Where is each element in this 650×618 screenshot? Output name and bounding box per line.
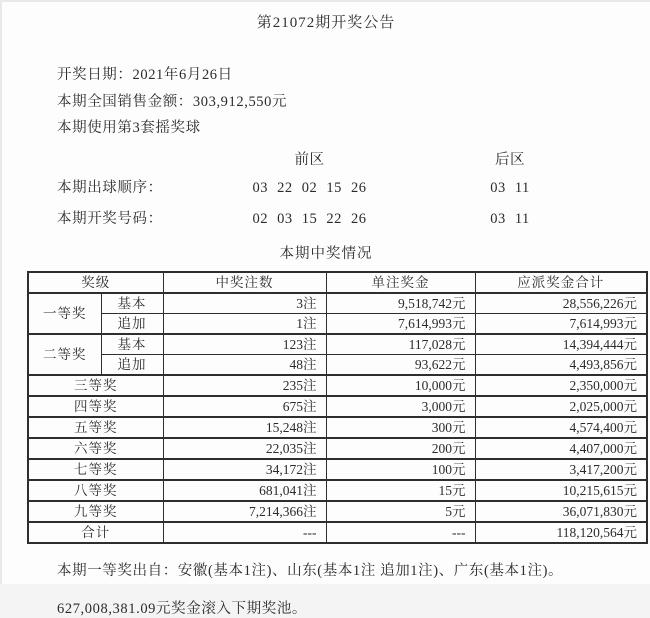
prize-cell-prize: 100元 (326, 459, 475, 480)
prize-cell-total: 7,614,993元 (475, 313, 647, 334)
draw-date-value: 2021年6月26日 (132, 67, 233, 83)
prize-cell-level: 合计 (28, 522, 163, 543)
prize-cell-total: 2,025,000元 (475, 396, 647, 417)
front-zone-header: 前区 (294, 151, 325, 168)
prize-cell-count: 235注 (163, 375, 326, 396)
prize-cell-prize: 10,000元 (326, 375, 475, 396)
col-header-count: 中奖注数 (163, 272, 326, 293)
prize-table-header-row (28, 272, 647, 293)
prize-cell-total: 3,417,200元 (475, 459, 647, 480)
ball-set-label: 本期使用第3套摇奖球 (57, 120, 201, 136)
draw-numbers-block (57, 147, 650, 235)
prize-cell-type: 追加 (101, 354, 163, 375)
prize-cell-total: 36,071,830元 (475, 501, 647, 522)
prize-cell-prize: 93,622元 (326, 354, 475, 375)
prize-row (28, 293, 647, 314)
col-header-level: 奖级 (28, 272, 163, 293)
sales-amount-line (57, 89, 650, 116)
prize-row (28, 480, 647, 501)
prize-cell-prize: 5元 (326, 501, 475, 522)
prize-cell-level: 四等奖 (28, 396, 163, 417)
first-prize-winners-line: 本期一等奖出自：安徽(基本1注)、山东(基本1注 追加1注)、广东(基本1注)。 (57, 562, 564, 579)
prize-table (27, 271, 648, 544)
prize-cell-total: 2,350,000元 (475, 375, 647, 396)
ball-order-row (57, 173, 650, 204)
prize-row (28, 501, 647, 522)
prize-row (28, 522, 647, 543)
prize-row (28, 417, 647, 438)
prize-cell-level: 七等奖 (28, 459, 163, 480)
prize-cell-count: 15,248注 (163, 417, 326, 438)
prize-cell-count: 1注 (163, 313, 326, 334)
winning-front-numbers: 02 03 15 22 26 (252, 210, 367, 227)
col-header-prize: 单注奖金 (326, 272, 475, 293)
prize-cell-level: 三等奖 (28, 375, 163, 396)
prize-cell-level: 八等奖 (28, 480, 163, 501)
prize-row (28, 375, 647, 396)
prize-row (28, 438, 647, 459)
prize-cell-prize: 3,000元 (326, 396, 475, 417)
prize-cell-total: 4,493,856元 (475, 354, 647, 375)
prize-cell-prize: 200元 (326, 438, 475, 459)
prize-cell-count: 123注 (163, 334, 326, 355)
prize-cell-level: 五等奖 (28, 417, 163, 438)
prize-cell-total: 28,556,226元 (475, 293, 647, 314)
prize-cell-level: 一等奖 (28, 293, 101, 334)
prize-section-title: 本期中奖情况 (279, 245, 373, 262)
prize-cell-level: 六等奖 (28, 438, 163, 459)
prize-cell-total: 4,574,400元 (475, 417, 647, 438)
ball-order-front-numbers: 03 22 02 15 26 (252, 179, 367, 196)
zone-header-spacer (57, 147, 207, 173)
ball-order-back-numbers: 03 11 (490, 179, 530, 196)
ball-order-label: 本期出球顺序： (57, 179, 163, 196)
prize-cell-count: 48注 (163, 354, 326, 375)
prize-cell-count: 3注 (163, 293, 326, 314)
prize-cell-count: 7,214,366注 (163, 501, 326, 522)
prize-cell-prize: 7,614,993元 (326, 313, 475, 334)
prize-cell-prize: 15元 (326, 480, 475, 501)
info-block (57, 62, 650, 142)
winning-numbers-label: 本期开奖号码： (57, 210, 163, 227)
prize-cell-count: 22,035注 (163, 438, 326, 459)
prize-cell-count: 681,041注 (163, 480, 326, 501)
ball-set-line (57, 115, 650, 142)
prize-cell-prize: 9,518,742元 (326, 293, 475, 314)
winning-numbers-row (57, 204, 650, 235)
sales-amount-label: 本期全国销售金额： (57, 93, 193, 110)
zone-header-row (57, 147, 650, 173)
page-title: 第21072期开奖公告 (256, 15, 396, 31)
prize-cell-level: 二等奖 (28, 334, 101, 375)
back-zone-header: 后区 (495, 151, 525, 168)
prize-cell-prize: 117,028元 (326, 334, 475, 355)
prize-cell-total: 118,120,564元 (475, 522, 647, 543)
prize-row (28, 354, 647, 375)
prize-cell-type: 追加 (101, 313, 163, 334)
prize-cell-level: 九等奖 (28, 501, 163, 522)
draw-date-label: 开奖日期： (57, 67, 133, 83)
prize-cell-prize: --- (326, 522, 475, 543)
prize-row (28, 334, 647, 355)
prize-cell-count: --- (163, 522, 326, 543)
draw-date-line (57, 62, 650, 89)
winning-back-numbers: 03 11 (490, 210, 530, 227)
prize-cell-total: 14,394,444元 (475, 334, 647, 355)
prize-cell-prize: 300元 (326, 417, 475, 438)
prize-row (28, 396, 647, 417)
rollover-line: 627,008,381.09元奖金滚入下期奖池。 (57, 600, 308, 617)
prize-row (28, 313, 647, 334)
prize-cell-count: 34,172注 (163, 459, 326, 480)
prize-cell-count: 675注 (163, 396, 326, 417)
prize-cell-type: 基本 (101, 293, 163, 314)
col-header-total: 应派奖金合计 (475, 272, 647, 293)
prize-cell-type: 基本 (101, 334, 163, 355)
sales-amount-value: 303,912,550元 (192, 93, 288, 110)
prize-cell-total: 4,407,000元 (475, 438, 647, 459)
prize-cell-total: 10,215,615元 (475, 480, 647, 501)
prize-row (28, 459, 647, 480)
